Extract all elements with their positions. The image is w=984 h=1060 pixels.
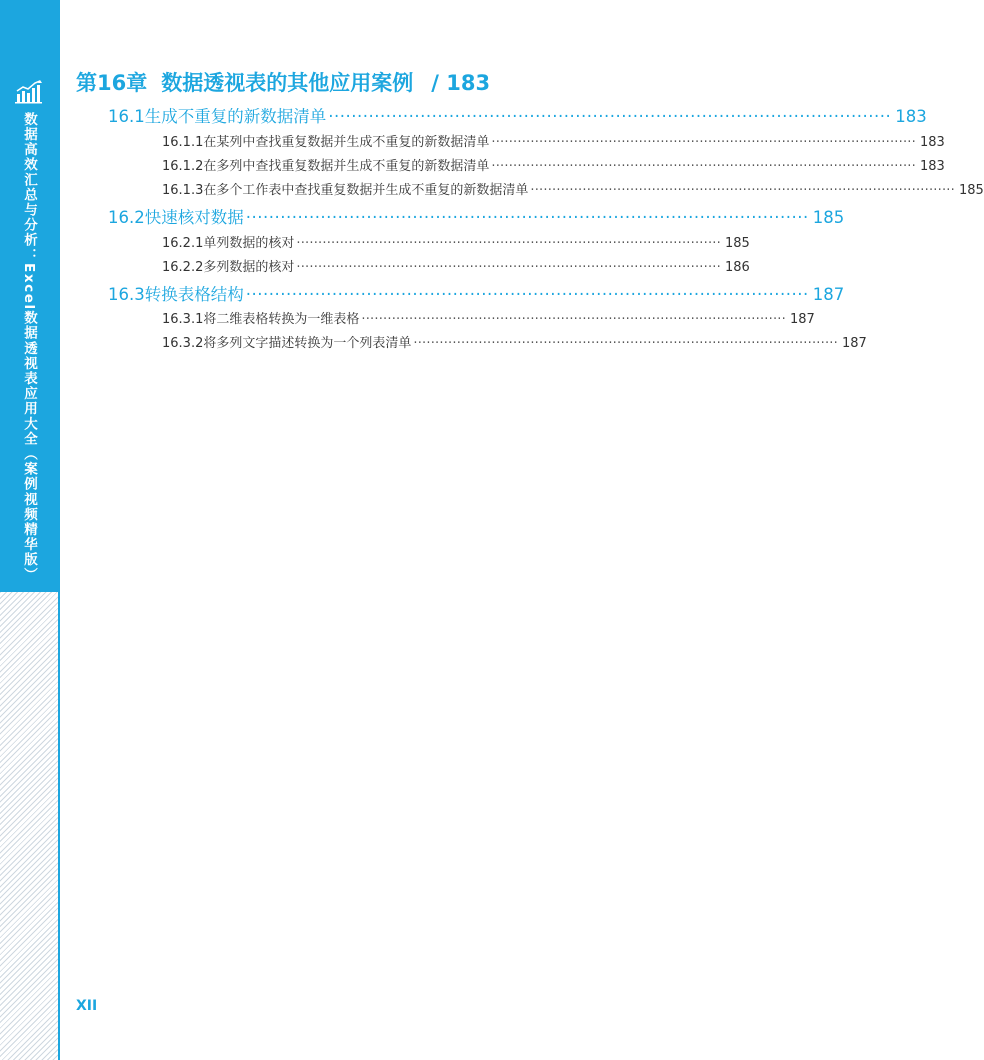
dot-leader: ·································································································· xyxy=(530,183,955,198)
toc-number: 16.1 xyxy=(108,107,145,126)
toc-title: 在多列中查找重复数据并生成不重复的新数据清单 xyxy=(203,159,490,174)
toc-section-16-3[interactable] xyxy=(108,281,845,305)
toc-title: 在多个工作表中查找重复数据并生成不重复的新数据清单 xyxy=(203,183,529,198)
dot-leader: ·································································································· xyxy=(491,135,916,150)
toc-page: 187 xyxy=(812,285,845,304)
toc-subsection-16-3-2[interactable] xyxy=(162,332,867,354)
sidebar-book-title: 数据高效汇总与分析：Excel数据透视表应用大全（案例视频精华版） xyxy=(21,112,37,583)
toc-page: 185 xyxy=(724,236,750,251)
toc-title: 转换表格结构 xyxy=(144,285,244,304)
toc-number: 16.3 xyxy=(108,285,145,304)
toc-page: 187 xyxy=(841,336,867,351)
toc-subsection-16-1-3[interactable] xyxy=(162,179,984,201)
toc-number: 16.3.2 xyxy=(162,336,204,351)
toc-number: 16.2.1 xyxy=(162,236,204,251)
toc-number: 16.1.3 xyxy=(162,183,204,198)
chapter-page: / 183 xyxy=(431,71,491,95)
toc-page: 183 xyxy=(919,159,945,174)
toc-page: 185 xyxy=(812,208,845,227)
toc-number: 16.1.1 xyxy=(162,135,204,150)
dot-leader: ·································································································· xyxy=(491,159,916,174)
toc-page: 183 xyxy=(895,107,927,126)
toc-title: 快速核对数据 xyxy=(144,208,244,227)
dot-leader: ·································································································· xyxy=(245,208,809,227)
toc-page: 185 xyxy=(958,183,984,198)
toc-subsection-16-1-2[interactable] xyxy=(162,155,945,177)
toc-number: 16.3.1 xyxy=(162,312,204,327)
toc-number: 16.1.2 xyxy=(162,159,204,174)
toc-section-16-1[interactable] xyxy=(108,103,927,127)
toc-subsection-16-3-1[interactable] xyxy=(162,308,815,330)
dot-leader: ·································································································· xyxy=(361,312,786,327)
page-number: XII xyxy=(76,998,98,1014)
toc-subsection-16-1-1[interactable] xyxy=(162,131,945,153)
chapter-heading xyxy=(76,67,490,97)
toc-page: 187 xyxy=(789,312,815,327)
toc-title: 在某列中查找重复数据并生成不重复的新数据清单 xyxy=(203,135,490,150)
sidebar-rule xyxy=(58,0,60,1060)
toc-subsection-16-2-2[interactable] xyxy=(162,256,750,278)
chapter-number: 第16章 xyxy=(76,71,148,95)
toc-number: 16.2.2 xyxy=(162,260,204,275)
toc-title: 多列数据的核对 xyxy=(203,260,295,275)
bar-chart-icon xyxy=(15,80,43,104)
sidebar-hatch-pattern xyxy=(0,592,58,1060)
toc-title: 单列数据的核对 xyxy=(203,236,295,251)
dot-leader: ·································································································· xyxy=(245,285,809,304)
toc-section-16-2[interactable] xyxy=(108,204,845,228)
toc-page: 186 xyxy=(724,260,750,275)
toc-page: 183 xyxy=(919,135,945,150)
toc-number: 16.2 xyxy=(108,208,145,227)
toc-title: 将多列文字描述转换为一个列表清单 xyxy=(203,336,412,351)
toc-title: 将二维表格转换为一维表格 xyxy=(203,312,360,327)
toc-subsection-16-2-1[interactable] xyxy=(162,232,750,254)
toc-title: 生成不重复的新数据清单 xyxy=(144,107,327,126)
dot-leader: ·································································································· xyxy=(413,336,838,351)
dot-leader: ·································································································· xyxy=(328,107,892,126)
dot-leader: ·································································································· xyxy=(296,236,721,251)
chapter-title: 数据透视表的其他应用案例 xyxy=(161,71,414,95)
dot-leader: ·································································································· xyxy=(296,260,721,275)
